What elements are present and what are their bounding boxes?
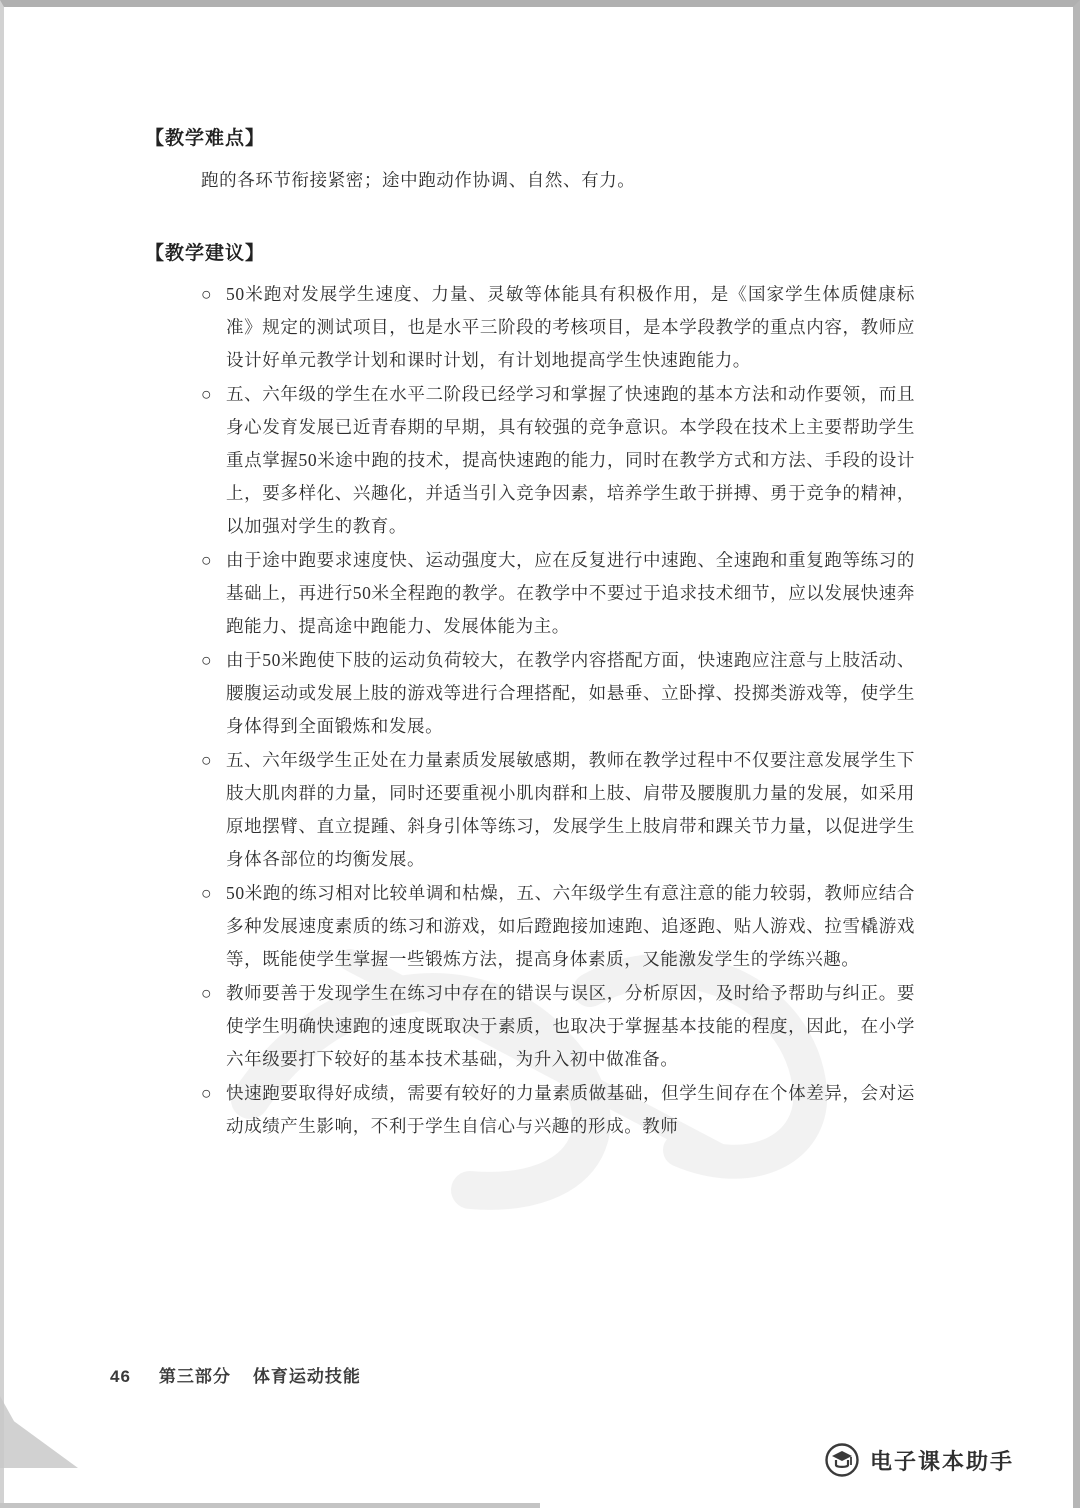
section-heading-difficulty: 【教学难点】: [145, 128, 266, 149]
suggestion-list: [201, 278, 915, 1143]
suggestion-text: 由于50米跑使下肢的运动负荷较大，在教学内容搭配方面，快速跑应注意与上肢活动、腰腹运动或发展上肢的游戏等进行合理搭配，如悬垂、立卧撑、投掷类游戏等，使学生身体得到全面锻炼和发展。: [226, 650, 915, 736]
suggestion-item: [201, 977, 915, 1076]
page-content: [145, 122, 937, 1144]
scan-corner-shadow: [0, 1396, 78, 1468]
suggestion-text: 教师要善于发现学生在练习中存在的错误与误区，分析原因，及时给予帮助与纠正。要使学生明确快速跑的速度既取决于素质，也取决于掌握基本技能的程度，因此，在小学六年级要打下较好的基本技术基础，为升入初中做准备。: [226, 983, 915, 1069]
footer-part-title: 体育运动技能: [252, 1367, 361, 1386]
bullet-circle-icon: ○: [201, 983, 213, 1003]
bullet-circle-icon: ○: [201, 750, 213, 770]
suggestion-item: [201, 1077, 915, 1143]
bullet-circle-icon: ○: [201, 284, 213, 304]
suggestion-item: [201, 744, 915, 876]
brand-name-text: 电子课本助手: [869, 1448, 1014, 1474]
bullet-circle-icon: ○: [201, 550, 213, 570]
brand-watermark: [824, 1442, 1014, 1478]
suggestion-item: [201, 544, 915, 643]
brand-logo-icon: [824, 1442, 860, 1478]
suggestion-text: 五、六年级的学生在水平二阶段已经学习和掌握了快速跑的基本方法和动作要领，而且身心发育发展已近青春期的早期，具有较强的竞争意识。本学段在技术上主要帮助学生重点掌握50米途中跑的技术，提高快速跑的能力，同时在教学方式和方法、手段的设计上，要多样化、兴趣化，并适当引入竞争因素，培养学生敢于拼搏、勇于竞争的精神，以加强对学生的教育。: [226, 384, 915, 536]
footer-part-label: 第三部分: [158, 1367, 231, 1386]
suggestion-text: 50米跑的练习相对比较单调和枯燥，五、六年级学生有意注意的能力较弱，教师应结合多种发展速度素质的练习和游戏，如后蹬跑接加速跑、追逐跑、贴人游戏、拉雪橇游戏等，既能使学生掌握一些锻炼方法，提高身体素质，又能激发学生的学练兴趣。: [226, 883, 915, 969]
suggestion-item: [201, 877, 915, 976]
suggestion-item: [201, 644, 915, 743]
suggestion-text: 快速跑要取得好成绩，需要有较好的力量素质做基础，但学生间存在个体差异，会对运动成绩产生影响，不利于学生自信心与兴趣的形成。教师: [226, 1083, 915, 1136]
suggestion-text: 50米跑对发展学生速度、力量、灵敏等体能具有积极作用，是《国家学生体质健康标准》规定的测试项目，也是水平三阶段的考核项目，是本学段教学的重点内容，教师应设计好单元教学计划和课时计划，有计划地提高学生快速跑能力。: [226, 284, 915, 370]
section-heading-suggestions: 【教学建议】: [145, 243, 266, 264]
suggestion-text: 五、六年级学生正处在力量素质发展敏感期，教师在教学过程中不仅要注意发展学生下肢大肌肉群的力量，同时还要重视小肌肉群和上肢、肩带及腰腹肌力量的发展，如采用原地摆臂、直立提踵、斜身引体等练习，发展学生上肢肩带和踝关节力量，以促进学生身体各部位的均衡发展。: [226, 750, 915, 869]
bullet-circle-icon: ○: [201, 384, 213, 404]
bullet-circle-icon: ○: [201, 650, 213, 670]
bullet-circle-icon: ○: [201, 883, 213, 903]
suggestion-text: 由于途中跑要求速度快、运动强度大，应在反复进行中速跑、全速跑和重复跑等练习的基础上，再进行50米全程跑的教学。在教学中不要过于追求技术细节，应以发展快速奔跑能力、提高途中跑能力、发展体能为主。: [226, 550, 915, 636]
scan-bottom-edge: [0, 1503, 540, 1508]
suggestion-item: [201, 378, 915, 543]
difficulty-paragraph: 跑的各环节衔接紧密；途中跑动作协调、自然、有力。: [201, 170, 636, 190]
page-footer: [110, 1362, 361, 1387]
suggestion-item: [201, 278, 915, 377]
bullet-circle-icon: ○: [201, 1083, 213, 1103]
page-number: 46: [110, 1367, 131, 1386]
